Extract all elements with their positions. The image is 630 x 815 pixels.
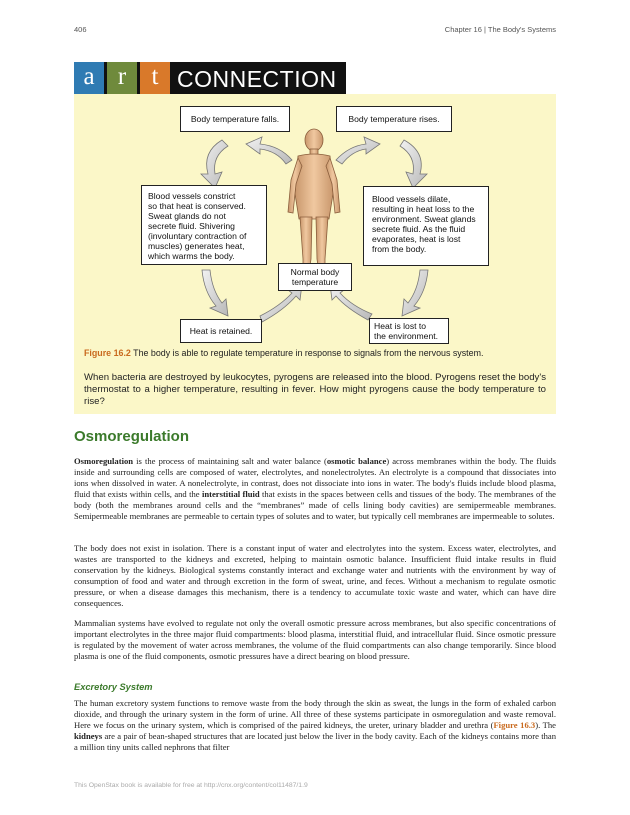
constrict-line: secrete fluid. Shivering (148, 221, 235, 231)
normal-temp-box (278, 263, 352, 291)
human-body-figure (288, 129, 340, 266)
figure-caption (84, 348, 549, 358)
paragraph (74, 456, 556, 521)
paragraph (74, 698, 556, 753)
text-run: The human excretory system functions to remove waste from the body through the skin as sweat, the lungs in the form of exhaled carbon dioxide, and through the urinary system in the form of urine. All three of these systems participate in osmoregulation and waste removal. Here we focus on the urinary system, which is comprised of the paired kidneys, the ureter, urinary bladder and urethra ( (74, 698, 556, 730)
art-connection-box (74, 94, 556, 414)
arrow-rises-to-dilate (400, 140, 427, 188)
art-question: When bacteria are destroyed by leukocytes, pyrogens are released into the blood. Pyrogens reset the body's thermostat to a higher temperature, resulting in fever. How might pyrogens cause the body temperature to rise? (84, 372, 546, 407)
constrict-line: which warms the body. (148, 251, 235, 261)
term-kidneys: kidneys (74, 730, 103, 741)
figure-caption-text: The body is able to regulate temperature in response to signals from the nervous system. (133, 348, 484, 358)
vessels-dilate-box (363, 186, 489, 266)
body-temp-rises-box: Body temperature rises. (336, 106, 452, 132)
vessels-constrict-box (141, 185, 267, 265)
footer-note: This OpenStax book is available for free at http://cnx.org/content/col11487/1.9 (74, 782, 308, 789)
text-run: that exists in the spaces between cells and tissues of the body. The membranes of the body (both the membranes around cells and the “membranes” made of cells lining body cavities) are semipermeable membranes. Semipermeable membranes are permeable to certain types of solutes and to water, but typically cell membranes are impermeable to solutes. (74, 488, 556, 521)
constrict-line: (involuntary contraction of (148, 231, 247, 241)
term-osmotic-balance: osmotic balance (326, 456, 387, 466)
banner-letter-a: a (74, 62, 104, 94)
constrict-line: Blood vessels constrict (148, 191, 236, 201)
figure-label: Figure 16.2 (84, 348, 131, 358)
lost-line: Heat is lost to (374, 321, 427, 331)
dilate-line: from the body. (372, 244, 427, 254)
term-osmoregulation: Osmoregulation (74, 456, 134, 466)
text-run: is the process of maintaining salt and water balance ( (133, 456, 327, 466)
banner-letter-r: r (107, 62, 137, 94)
arrow-dilate-to-lost (402, 270, 428, 316)
text-run: ). The (535, 719, 556, 730)
dilate-line: secrete fluid. As the fluid (372, 224, 466, 234)
arrow-falls-to-constrict (201, 140, 228, 188)
arrow-figure-to-rises (336, 137, 380, 164)
text-run: are a pair of bean-shaped structures that are located just below the liver in the body cavity. Each of the kidneys contains more than a million tiny units called nephrons that filter (74, 730, 556, 752)
figure-link[interactable]: Figure 16.3 (493, 719, 536, 730)
dilate-line: evaporates, heat is lost (372, 234, 461, 244)
chapter-header: Chapter 16 | The Body's Systems (444, 25, 556, 34)
body-temp-falls-box: Body temperature falls. (180, 106, 290, 132)
paragraph: Mammalian systems have evolved to regulate not only the overall osmotic pressure across membranes, but also specific concentrations of important electrolytes in the three major fluid compartments: blood plasma, interstitial fluid, and intracellular fluid. Since osmotic pressure is regulated by the movement of water across membranes, the volume of the fluid compartments can also change temporarily. Since blood plasma is one of the fluid components, osmotic pressures have a direct bearing on blood pressure. (74, 618, 556, 661)
constrict-line: muscles) generates heat, (148, 241, 245, 251)
dilate-line: resulting in heat loss to the (372, 204, 475, 214)
section-title: Osmoregulation (74, 428, 190, 445)
lost-line: the environment. (374, 331, 439, 341)
arrow-figure-to-falls (246, 137, 292, 164)
banner-letter-t: t (140, 62, 170, 94)
paragraph: The body does not exist in isolation. There is a constant input of water and electrolytes into the system. Excess water, electrolytes, and wastes are transported to the kidneys and excreted, helping to maintain osmotic balance. Insufficient fluid intake results in fluid conservation by the kidneys. Biological systems constantly interact and exchange water and nutrients with the environment by way of consumption of food and water and through excretion in the form of sweat, urine, and feces. Without a mechanism to regulate osmotic pressure, or when a disease damages this mechanism, there is a tendency to accumulate toxic waste and water, which can have dire consequences. (74, 543, 556, 608)
text-run: ) across membranes within the body. The fluids inside and surrounding cells are composed of water, electrolytes, and nonelectrolytes. An electrolyte is a compound that dissociates into ions when dissolved in water. A nonelectrolyte, in contrast, does not dissociate into ions in water. The body's fluids include blood plasma, fluid that exists within cells, and the (74, 456, 556, 499)
normal-line: Normal body (290, 267, 340, 277)
heat-lost-box (369, 318, 449, 344)
arrow-constrict-to-retained (202, 270, 228, 316)
page-number: 406 (74, 25, 87, 34)
constrict-line: Sweat glands do not (148, 211, 226, 221)
dilate-line: Blood vessels dilate, (372, 194, 451, 204)
banner-word: CONNECTION (177, 66, 337, 92)
heat-retained-box: Heat is retained. (180, 319, 262, 343)
normal-line: temperature (291, 277, 339, 287)
term-interstitial-fluid: interstitial fluid (201, 488, 260, 499)
art-connection-banner (74, 62, 346, 94)
dilate-line: environment. Sweat glands (372, 214, 476, 224)
subsection-heading: Excretory System (74, 682, 153, 692)
constrict-line: so that heat is conserved. (148, 201, 246, 211)
